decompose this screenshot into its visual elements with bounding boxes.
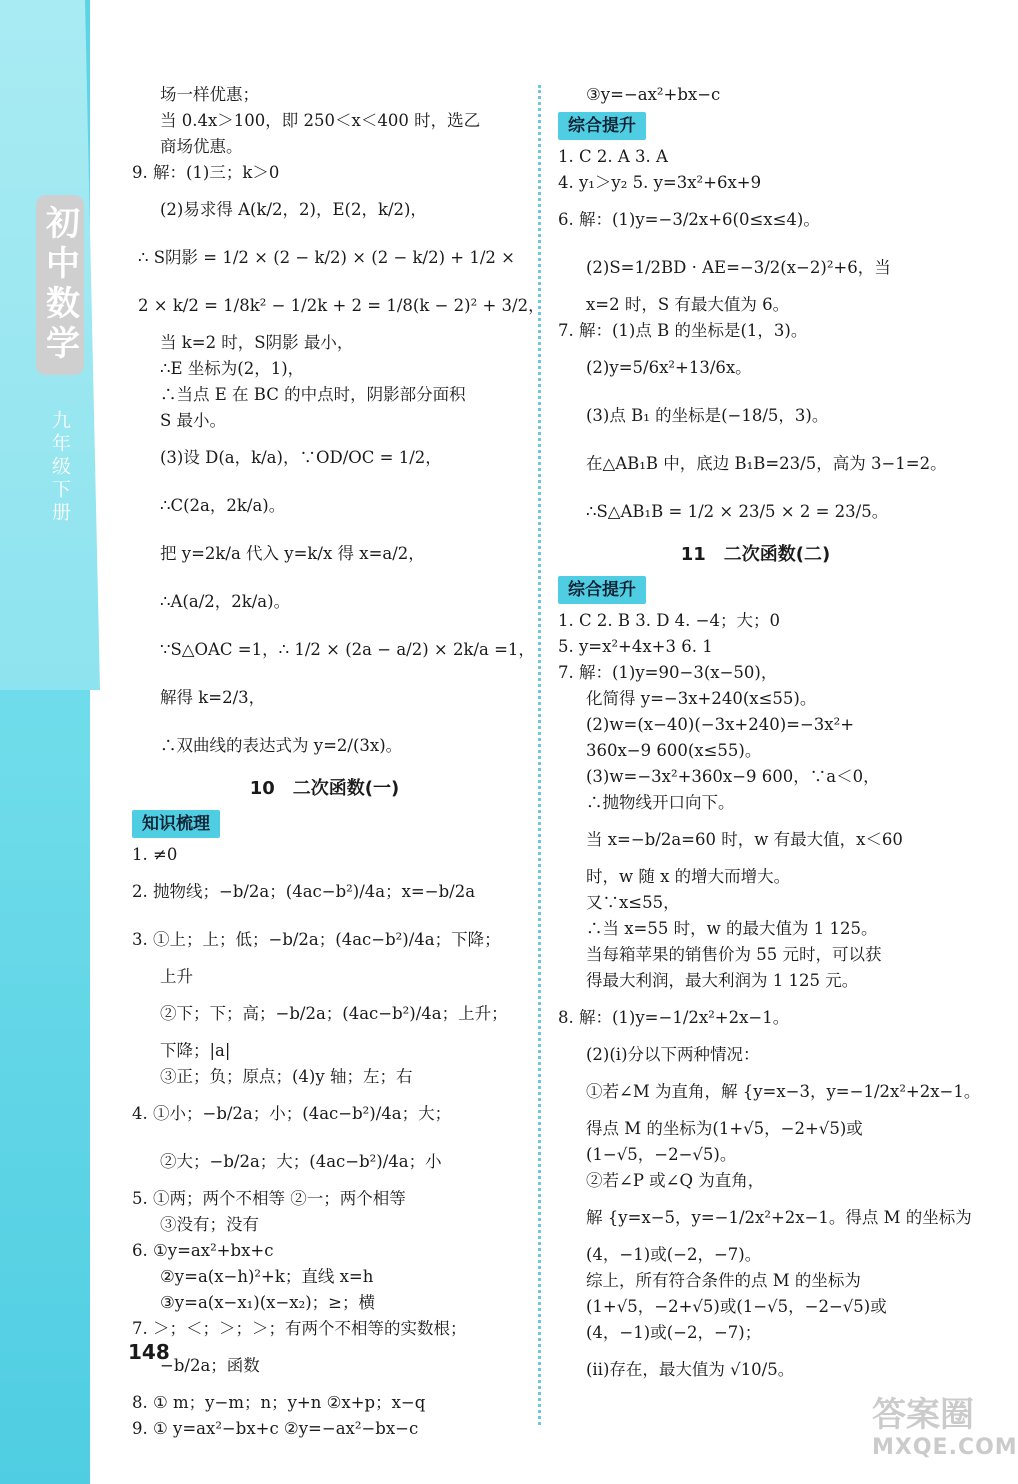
answer-line: (3)设 D(a，k/a)，∵OD/OC = 1/2， xyxy=(160,448,442,467)
answer-line: 1. C 2. A 3. A xyxy=(558,147,668,166)
left-column xyxy=(132,82,545,1442)
grade-label: 九年级下册 xyxy=(49,410,71,525)
answer-line: 2. 抛物线；−b/2a；(4ac−b²)/4a；x=−b/2a xyxy=(132,882,476,901)
answer-line: (1+√5，−2+√5)或(1−√5，−2−√5)或 xyxy=(586,1297,887,1316)
chapter-title: 11 二次函数(二) xyxy=(680,544,831,565)
answer-line: 综上，所有符合条件的点 M 的坐标为 xyxy=(586,1271,861,1290)
answer-line: 4. y₁＞y₂ 5. y=3x²+6x+9 xyxy=(558,173,762,192)
answer-line: 当 x=−b/2a=60 时，w 有最大值，x＜60 xyxy=(586,830,903,849)
watermark-logo: 答案圈 xyxy=(872,1395,974,1435)
answer-line: 又∵x≤55， xyxy=(586,893,680,912)
answer-line: 当每箱苹果的销售价为 55 元时，可以获 xyxy=(586,945,882,964)
answer-line: (3)w=−3x²+360x−9 600，∵a＜0， xyxy=(586,767,880,786)
answer-line: ∴S△AB₁B = 1/2 × 23/5 × 2 = 23/5。 xyxy=(586,502,889,521)
answer-line: ②下；下；高；−b/2a；(4ac−b²)/4a；上升； xyxy=(160,1004,508,1023)
answer-line: 时，w 随 x 的增大而增大。 xyxy=(586,867,791,886)
answer-line: 1. ≠0 xyxy=(132,845,178,864)
answer-line: ∴当点 E 在 BC 的中点时，阴影部分面积 xyxy=(160,385,466,404)
answer-line: 当 0.4x＞100，即 250＜x＜400 时，选乙 xyxy=(160,111,481,130)
answer-line: (2)y=5/6x²+13/6x。 xyxy=(586,358,752,377)
answer-line: 解得 k=2/3， xyxy=(160,688,266,707)
answer-line: (ⅱ)存在，最大值为 √10/5。 xyxy=(586,1360,795,1379)
answer-line: 7. ＞；＜；＞；＞；有两个不相等的实数根； xyxy=(132,1319,467,1338)
sidebar xyxy=(0,0,90,1484)
answer-line: (4，−1)或(−2，−7)。 xyxy=(586,1245,762,1264)
section-tag: 综合提升 xyxy=(558,112,646,140)
answer-line: ①若∠M 为直角，解 {y=x−3，y=−1/2x²+2x−1。 xyxy=(586,1082,981,1101)
answer-line: ③没有；没有 xyxy=(160,1215,259,1234)
answer-line: (2)(ⅰ)分以下两种情况： xyxy=(586,1045,760,1064)
answer-line: 8. 解：(1)y=−1/2x²+2x−1。 xyxy=(558,1008,790,1027)
answer-line: 解 {y=x−5，y=−1/2x²+2x−1。得点 M 的坐标为 xyxy=(586,1208,972,1227)
answer-line: ∴E 坐标为(2，1)， xyxy=(160,359,305,378)
answer-line: (2)S=1/2BD · AE=−3/2(x−2)²+6，当 xyxy=(586,258,891,277)
answer-line: 9. ① y=ax²−bx+c ②y=−ax²−bx−c xyxy=(132,1419,419,1438)
answer-line: S 最小。 xyxy=(160,411,227,430)
answer-line: x=2 时，S 有最大值为 6。 xyxy=(586,295,790,314)
answer-line: ∴双曲线的表达式为 y=2/(3x)。 xyxy=(160,736,403,755)
answer-line: −b/2a；函数 xyxy=(160,1356,260,1375)
chapter-title: 10 二次函数(一) xyxy=(249,778,400,799)
answer-line: (2)易求得 A(k/2，2)，E(2，k/2)， xyxy=(160,200,427,219)
answer-line: 2 × k/2 = 1/8k² − 1/2k + 2 = 1/8(k − 2)² + 3/2， xyxy=(138,296,545,315)
right-column xyxy=(558,82,981,1394)
answer-line: (2)w=(x−40)(−3x+240)=−3x²+ xyxy=(586,715,855,734)
answer-line: (4，−1)或(−2，−7)； xyxy=(586,1323,762,1342)
answer-line: ②大；−b/2a；大；(4ac−b²)/4a；小 xyxy=(160,1152,442,1171)
section-tag: 综合提升 xyxy=(558,576,646,604)
answer-line: 8. ① m；y−m；n；y+n ②x+p；x−q xyxy=(132,1393,426,1412)
answer-line: ②y=a(x−h)²+k；直线 x=h xyxy=(160,1267,374,1286)
answer-line: 得点 M 的坐标为(1+√5，−2+√5)或 xyxy=(586,1119,863,1138)
watermark xyxy=(872,1395,1018,1475)
answer-line: 5. y=x²+4x+3 6. 1 xyxy=(558,637,713,656)
section-tag: 知识梳理 xyxy=(132,810,220,838)
answer-line: (3)点 B₁ 的坐标是(−18/5，3)。 xyxy=(586,406,829,425)
watermark-site: MXQE.COM xyxy=(872,1435,1018,1460)
answer-line: 把 y=2k/a 代入 y=k/x 得 x=a/2， xyxy=(160,544,425,563)
column-divider xyxy=(538,85,541,1425)
answer-line: ∴A(a/2，2k/a)。 xyxy=(160,592,291,611)
answer-line: 4. ①小；−b/2a；小；(4ac−b²)/4a；大； xyxy=(132,1104,452,1123)
answer-line: 7. 解：(1)点 B 的坐标是(1，3)。 xyxy=(558,321,808,340)
answer-line: ③y=−ax²+bx−c xyxy=(586,85,721,104)
answer-line: ②若∠P 或∠Q 为直角， xyxy=(586,1171,765,1190)
answer-line: 得最大利润，最大利润为 1 125 元。 xyxy=(586,971,859,990)
answer-line: 化简得 y=−3x+240(x≤55)。 xyxy=(586,689,817,708)
answer-line: 3. ①上；上；低；−b/2a；(4ac−b²)/4a；下降； xyxy=(132,930,501,949)
answer-line: 6. 解：(1)y=−3/2x+6(0≤x≤4)。 xyxy=(558,210,820,229)
answer-line: (1−√5，−2−√5)。 xyxy=(586,1145,737,1164)
answer-line: 场一样优惠； xyxy=(160,85,259,104)
answer-line: 商场优惠。 xyxy=(160,137,243,156)
answer-line: ∴C(2a，2k/a)。 xyxy=(160,496,286,515)
answer-line: 下降；|a| xyxy=(160,1041,231,1060)
answer-line: ∴ S阴影 = 1/2 × (2 − k/2) × (2 − k/2) + 1/2 × xyxy=(138,248,515,267)
answer-line: ③正；负；原点；(4)y 轴；左；右 xyxy=(160,1067,413,1086)
answer-line: ∵S△OAC =1，∴ 1/2 × (2a − a/2) × 2k/a =1， xyxy=(160,640,535,659)
answer-line: 当 k=2 时，S阴影 最小， xyxy=(160,333,354,352)
page-number: 148 xyxy=(128,1340,170,1364)
answer-line: 5. ①两；两个不相等 ②一；两个相等 xyxy=(132,1189,406,1208)
answer-line: 7. 解：(1)y=90−3(x−50)， xyxy=(558,663,778,682)
answer-line: ∴当 x=55 时，w 的最大值为 1 125。 xyxy=(586,919,878,938)
answer-line: 上升 xyxy=(160,967,193,986)
book-title: 初中数学 xyxy=(36,195,84,375)
answer-line: ③y=a(x−x₁)(x−x₂)；≥；横 xyxy=(160,1293,375,1312)
answer-line: 9. 解：(1)三；k＞0 xyxy=(132,163,280,182)
answer-line: 1. C 2. B 3. D 4. −4；大；0 xyxy=(558,611,780,630)
answer-line: 360x−9 600(x≤55)。 xyxy=(586,741,762,760)
answer-line: 6. ①y=ax²+bx+c xyxy=(132,1241,274,1260)
answer-line: 在△AB₁B 中，底边 B₁B=23/5，高为 3−1=2。 xyxy=(586,454,947,473)
answer-line: ∴抛物线开口向下。 xyxy=(586,793,735,812)
